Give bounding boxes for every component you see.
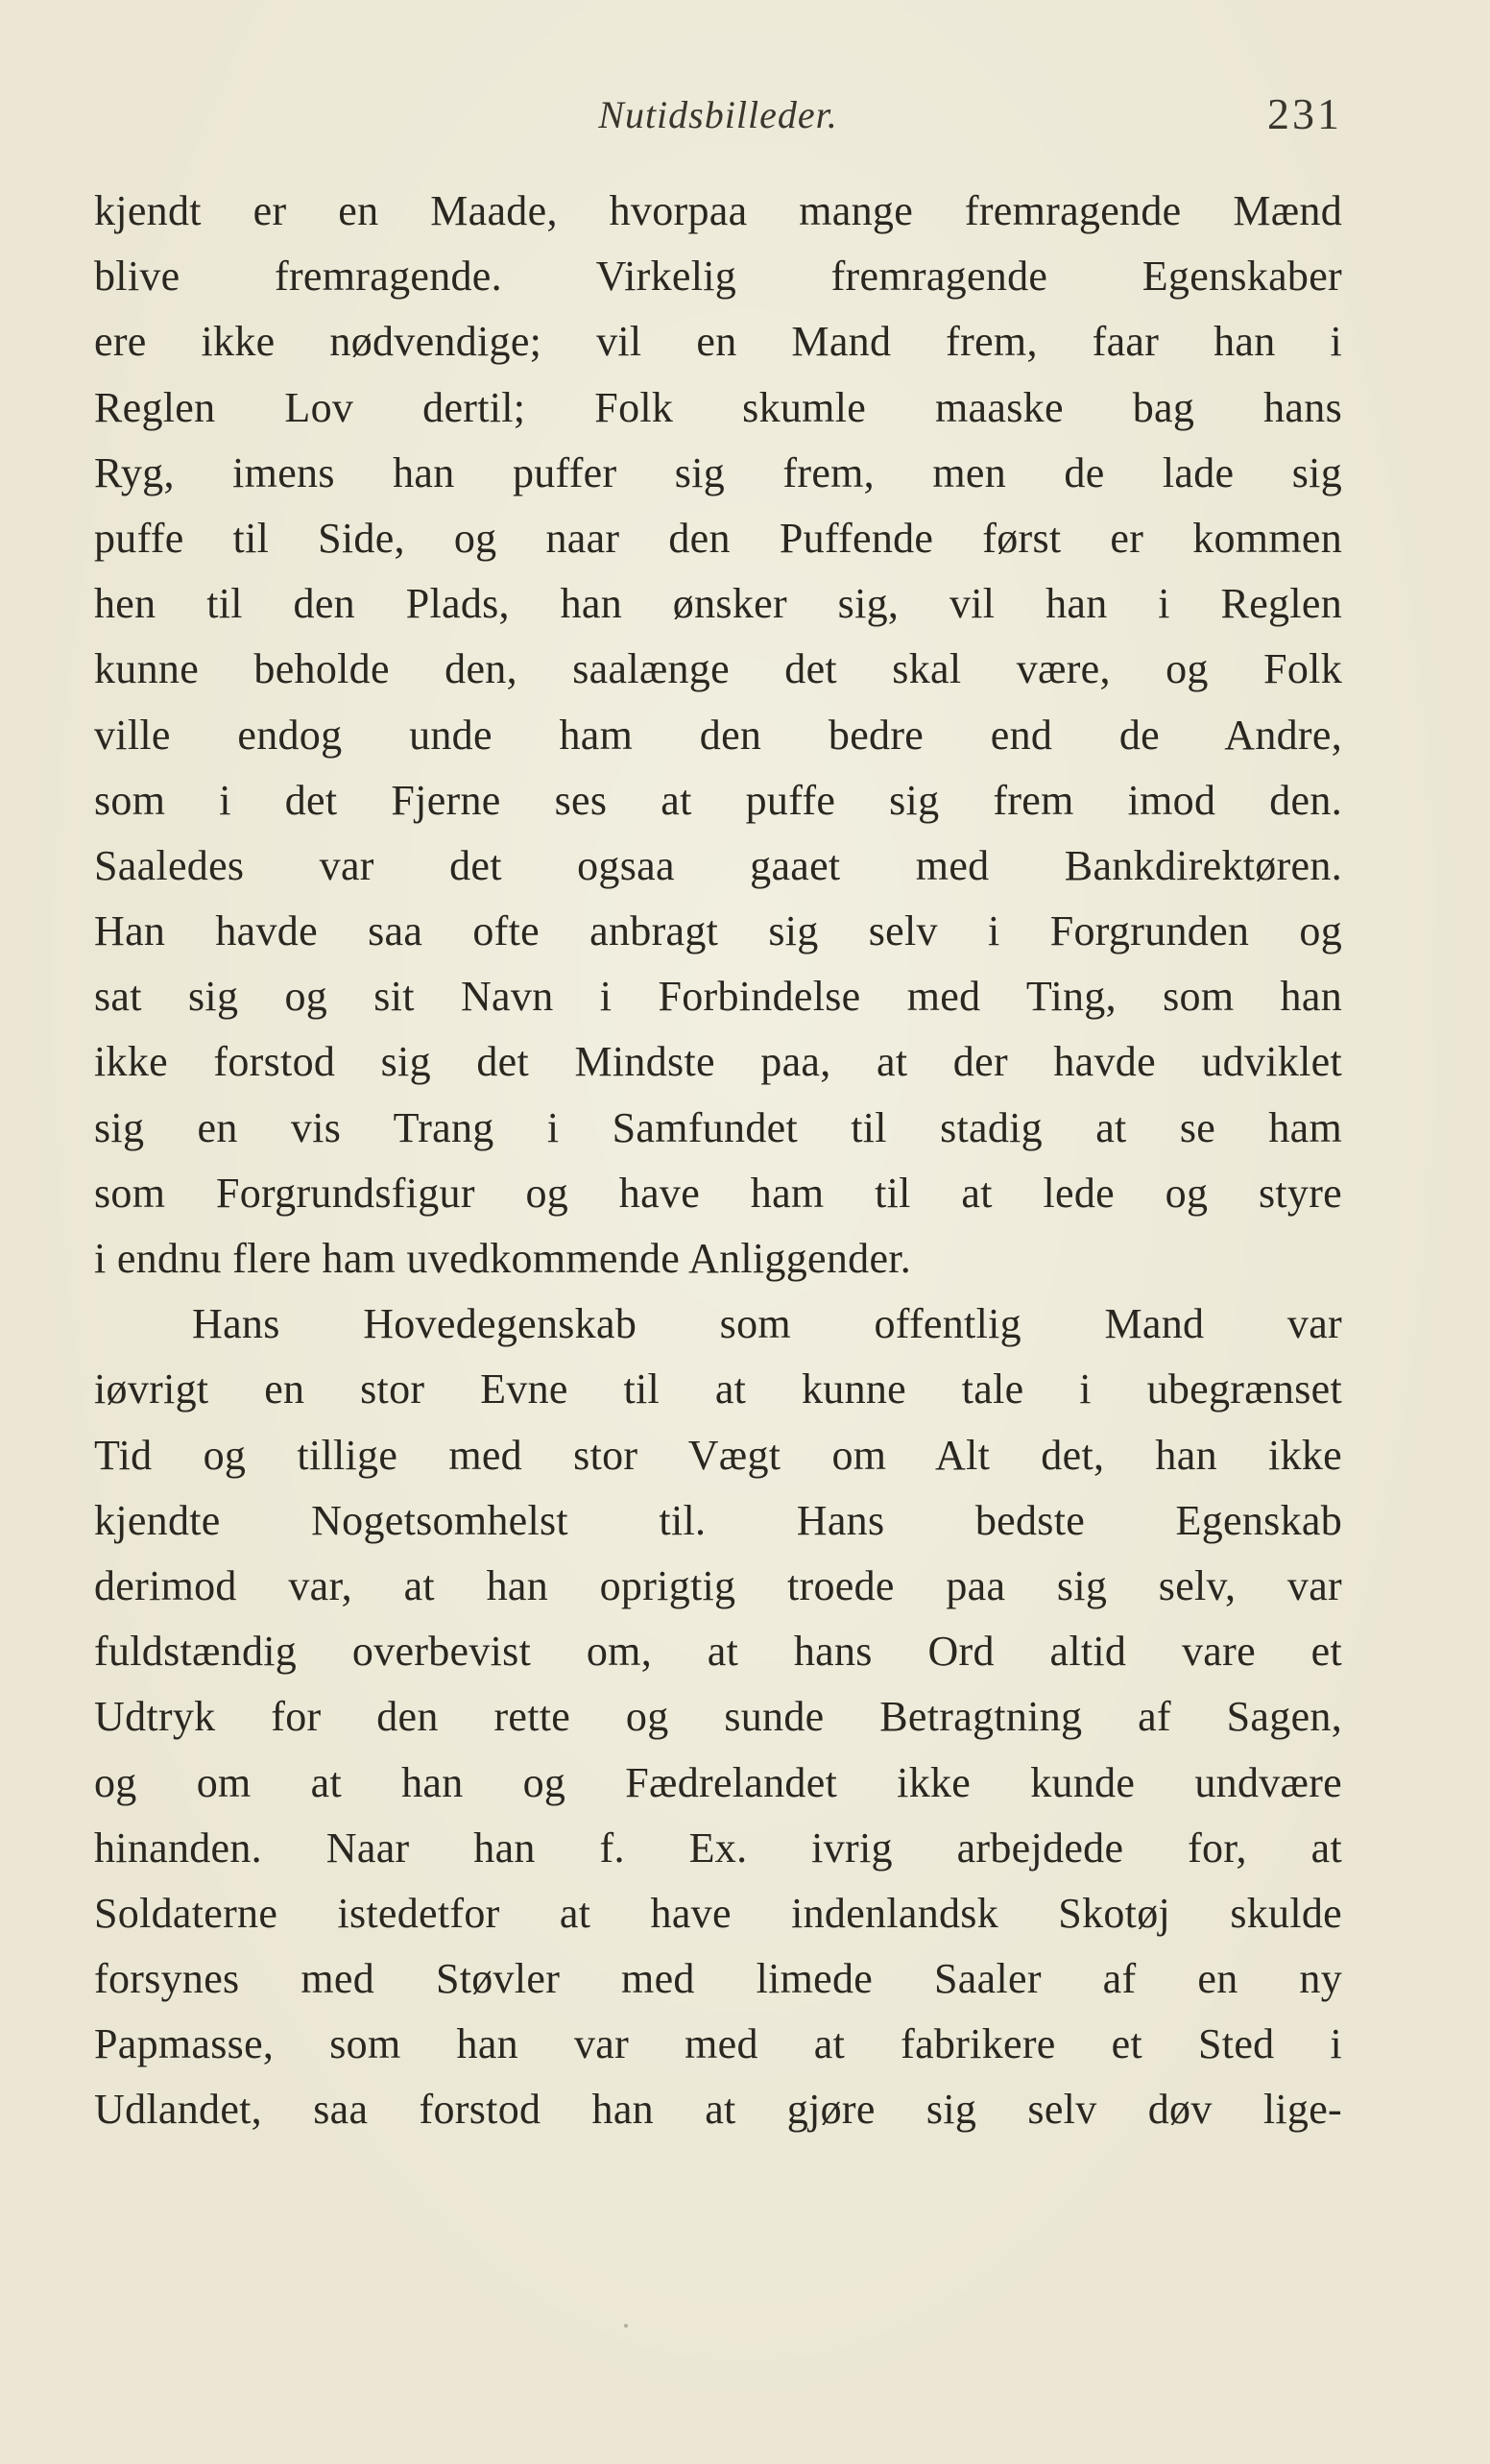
running-head-title: Nutidsbilleder. xyxy=(598,93,838,136)
text-line: puffe til Side, og naar den Puffende først er kommen xyxy=(94,514,1342,562)
text-line: og om at han og Fædrelandet ikke kunde undvære xyxy=(94,1758,1342,1806)
text-line: Han havde saa ofte anbragt sig selv i Forgrunden og xyxy=(94,907,1342,955)
text-line: derimod var, at han oprigtig troede paa sig selv, var xyxy=(94,1561,1342,1609)
text-line: Reglen Lov dertil; Folk skumle maaske bag hans xyxy=(94,383,1342,431)
text-line: Soldaterne istedetfor at have indenlandsk Skotøj skulde xyxy=(94,1889,1342,1937)
page-number: 231 xyxy=(1267,89,1342,138)
text-line: iøvrigt en stor Evne til at kunne tale i ubegrænset xyxy=(94,1365,1342,1413)
text-line: Papmasse, som han var med at fabrikere et Sted i xyxy=(94,2020,1342,2068)
text-line: Udlandet, saa forstod han at gjøre sig selv døv lige- xyxy=(94,2086,1342,2134)
text-line: hen til den Plads, han ønsker sig, vil han i Reglen xyxy=(94,580,1342,628)
text-line: Saaledes var det ogsaa gaaet med Bankdirektøren. xyxy=(94,841,1342,889)
text-line: ville endog unde ham den bedre end de Andre, xyxy=(94,711,1342,759)
running-head xyxy=(94,89,1342,150)
paper-speck xyxy=(624,2324,628,2328)
text-line: ikke forstod sig det Mindste paa, at der havde udviklet xyxy=(94,1038,1342,1086)
text-line: ere ikke nødvendige; vil en Mand frem, faar han i xyxy=(94,318,1342,366)
text-line: kunne beholde den, saalænge det skal være, og Folk xyxy=(94,645,1342,693)
text-line: fuldstændig overbevist om, at hans Ord altid vare et xyxy=(94,1628,1342,1676)
text-line: kjendte Nogetsomhelst til. Hans bedste Egenskab xyxy=(94,1496,1342,1544)
text-line: sat sig og sit Navn i Forbindelse med Ting, som han xyxy=(94,973,1342,1021)
text-line: Udtryk for den rette og sunde Betragtning af Sagen, xyxy=(94,1693,1342,1741)
text-line: hinanden. Naar han f. Ex. ivrig arbejdede for, at xyxy=(94,1824,1342,1872)
text-line: Tid og tillige med stor Vægt om Alt det, han ikke xyxy=(94,1431,1342,1479)
text-line: forsynes med Støvler med limede Saaler af en ny xyxy=(94,1955,1342,2003)
body-text xyxy=(94,179,1342,2143)
text-line: kjendt er en Maade, hvorpaa mange fremragende Mænd xyxy=(94,187,1342,234)
text-line: blive fremragende. Virkelig fremragende Egenskaber xyxy=(94,253,1342,301)
text-line-paragraph-start: Hans Hovedegenskab som offentlig Mand var xyxy=(192,1300,1342,1348)
text-line: som i det Fjerne ses at puffe sig frem imod den. xyxy=(94,776,1342,824)
text-line: sig en vis Trang i Samfundet til stadig at se ham xyxy=(94,1103,1342,1151)
text-line: Ryg, imens han puffer sig frem, men de lade sig xyxy=(94,448,1342,496)
text-line: som Forgrundsfigur og have ham til at lede og styre xyxy=(94,1169,1342,1217)
text-line: i endnu flere ham uvedkommende Anliggender. xyxy=(94,1235,912,1282)
